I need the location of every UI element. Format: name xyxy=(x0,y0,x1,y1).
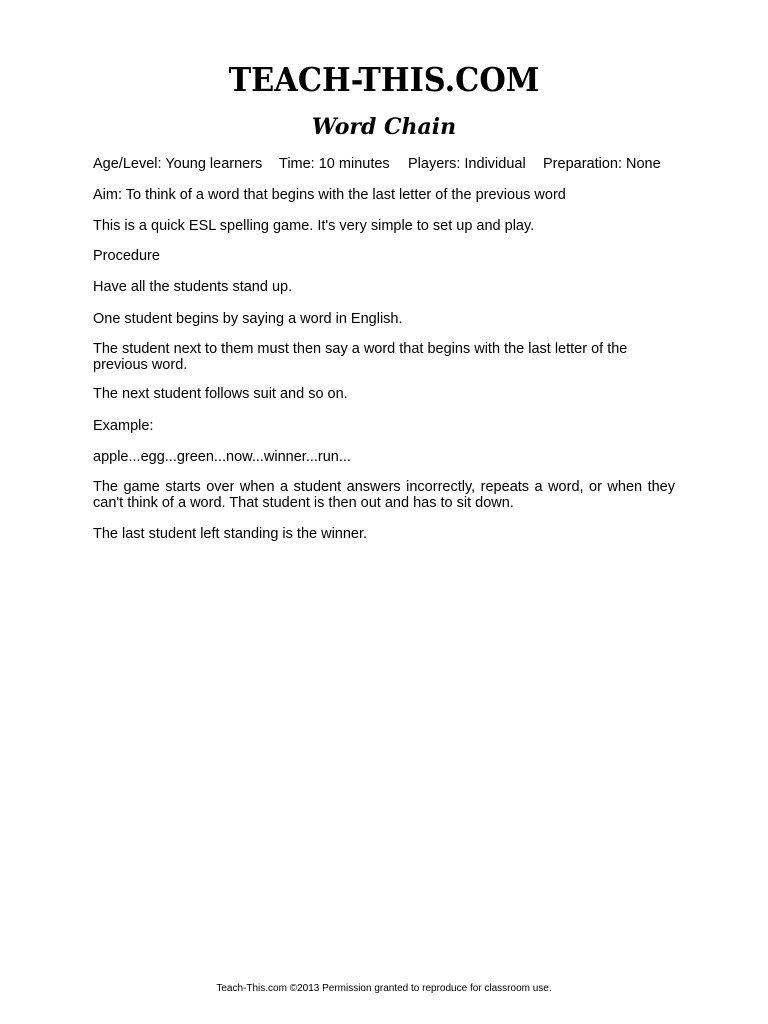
preparation-text: Preparation: None xyxy=(543,156,661,172)
aim-text: Aim: To think of a word that begins with the last letter of the previous word xyxy=(93,187,566,203)
procedure-step-1: Have all the students stand up. xyxy=(93,279,293,295)
winner-text: The last student left standing is the winner. xyxy=(93,526,368,542)
example-words: apple...egg...green...now...winner...run... xyxy=(93,449,351,465)
age-level-text: Age/Level: Young learners xyxy=(93,156,263,172)
activity-meta-row xyxy=(93,156,693,172)
procedure-heading: Procedure xyxy=(93,248,160,264)
restart-rule-text: The game starts over when a student answers incorrectly, repeats a word, or when they can't think of a word. That student is then out and has to sit down. xyxy=(93,479,675,511)
intro-text: This is a quick ESL spelling game. It's very simple to set up and play. xyxy=(93,218,535,234)
page-title: Word Chain xyxy=(311,114,457,140)
page-footer: Teach-This.com ©2013 Permission granted to reproduce for classroom use. xyxy=(216,983,552,994)
players-text: Players: Individual xyxy=(408,156,526,172)
example-label: Example: xyxy=(93,418,154,434)
site-logo: TEACH-THIS.COM xyxy=(228,60,540,99)
time-text: Time: 10 minutes xyxy=(279,156,390,172)
procedure-step-2: One student begins by saying a word in English. xyxy=(93,311,403,327)
procedure-step-4: The next student follows suit and so on. xyxy=(93,386,348,402)
procedure-step-3: The student next to them must then say a word that begins with the last letter of the previous word. xyxy=(93,341,628,373)
